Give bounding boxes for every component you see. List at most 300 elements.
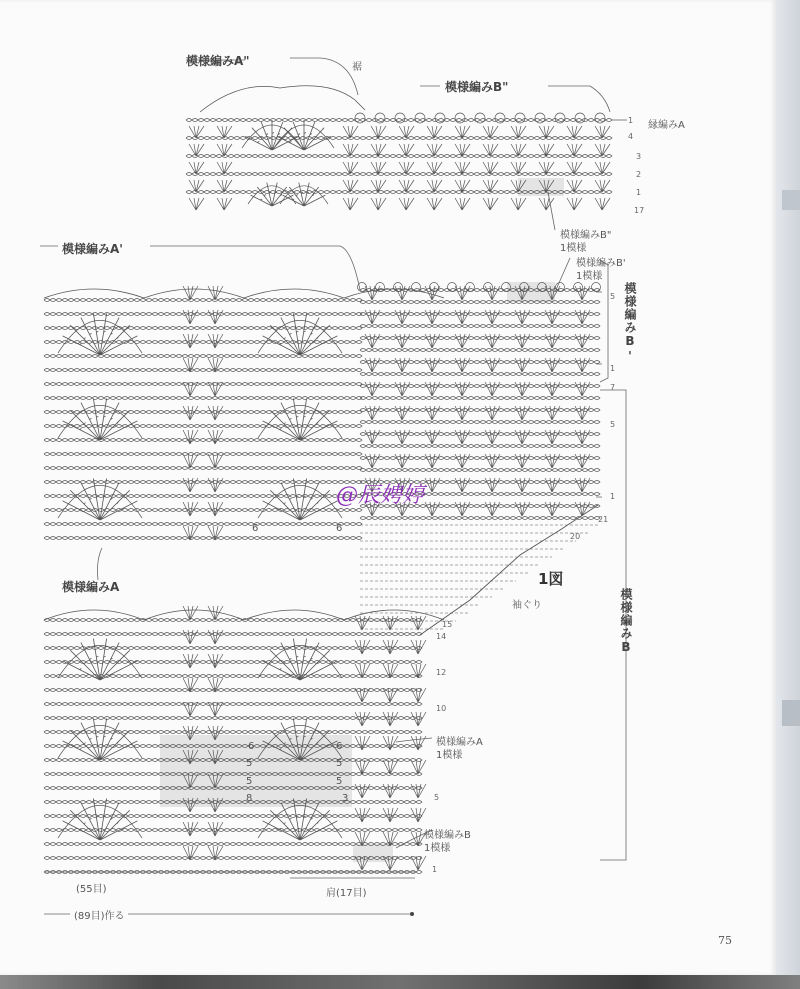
a1-v-stitch	[208, 526, 223, 540]
b1-chain-row	[360, 349, 600, 352]
top-v-stitch	[539, 162, 554, 174]
a1-chain-row	[44, 355, 362, 358]
a-v-stitch	[183, 702, 198, 716]
b1-v-stitch	[395, 406, 410, 420]
row-number: 1	[610, 492, 616, 501]
b1-v-stitch	[365, 454, 380, 468]
top-v-stitch	[567, 180, 582, 192]
leader-line	[548, 86, 610, 112]
picot	[355, 113, 365, 123]
a1-v-stitch	[208, 454, 223, 468]
a-v-stitch	[208, 774, 223, 788]
row-number: 5	[434, 793, 440, 802]
top-v-stitch	[371, 180, 386, 192]
row-number: 2	[636, 170, 642, 179]
a-v-stitch	[411, 616, 426, 630]
a-shell	[263, 799, 338, 841]
b1-v-stitch	[575, 310, 590, 324]
picot	[376, 283, 385, 292]
top-chain-row	[186, 155, 612, 158]
b1-v-stitch	[515, 334, 530, 348]
b1-v-stitch	[515, 286, 530, 300]
a-v-stitch	[411, 808, 426, 822]
b1-v-stitch	[545, 430, 560, 444]
watermark: @辰娉婷	[336, 483, 425, 508]
picot	[595, 113, 605, 123]
top-v-stitch	[399, 162, 414, 174]
row-number: 1	[432, 865, 438, 874]
top-v-stitch	[539, 198, 554, 210]
a1-v-stitch	[208, 430, 223, 444]
b1-v-stitch	[545, 310, 560, 324]
top-v-stitch	[455, 144, 470, 156]
a1-chain-row	[44, 509, 362, 512]
b1-v-stitch	[425, 502, 440, 516]
row-number: 6	[248, 741, 255, 752]
b1-v-stitch	[455, 310, 470, 324]
a1-v-stitch	[183, 382, 198, 396]
a-v-stitch	[383, 736, 398, 750]
top-v-stitch	[483, 144, 498, 156]
a-v-stitch	[383, 616, 398, 630]
a1-shell	[263, 399, 338, 441]
top-v-stitch	[343, 198, 358, 210]
a1-edge-scallop	[244, 289, 344, 298]
a1-v-stitch	[208, 310, 223, 324]
label-pattern-b1-repeat-unit: 1模様	[576, 271, 603, 282]
b1-chain-row	[360, 433, 600, 436]
row-number: 6	[336, 523, 343, 534]
picot	[475, 113, 485, 123]
top-v-stitch	[567, 198, 582, 210]
a-v-stitch	[208, 846, 223, 860]
label-pattern-b-repeat: 模様編みB	[424, 830, 471, 841]
b1-v-stitch	[425, 478, 440, 492]
a-v-stitch	[208, 750, 223, 764]
b1-v-stitch	[575, 502, 590, 516]
b1-v-stitch	[395, 430, 410, 444]
shell-arc	[248, 186, 296, 204]
top-chain-row	[186, 173, 612, 176]
label-pattern-a-repeat-unit: 1模様	[436, 750, 463, 761]
b1-chain-row	[360, 421, 600, 424]
a1-chain-row	[44, 453, 362, 456]
leader-line	[150, 246, 360, 290]
b1-chain-row	[360, 361, 600, 364]
a-v-stitch	[411, 736, 426, 750]
a1-chain-row	[44, 383, 362, 386]
a-v-stitch	[183, 606, 198, 620]
a-v-stitch	[383, 760, 398, 774]
row-number: 5	[336, 758, 343, 769]
b1-v-stitch	[455, 502, 470, 516]
label-pattern-b-repeat-unit: 1模様	[424, 843, 451, 854]
top-v-stitch	[567, 126, 582, 138]
top-v-stitch	[371, 198, 386, 210]
b1-v-stitch	[395, 454, 410, 468]
b1-v-stitch	[485, 406, 500, 420]
b1-v-stitch	[575, 406, 590, 420]
a1-shell	[63, 399, 138, 441]
picot	[394, 283, 403, 292]
b1-chain-row	[360, 325, 600, 328]
top-v-stitch	[189, 180, 204, 192]
b1-chain-row	[360, 385, 600, 388]
label-pattern-b1-vertical: 模様編みB'	[623, 282, 637, 364]
picot	[574, 283, 583, 292]
label-pattern-b1-repeat: 模様編みB'	[576, 258, 626, 269]
a-v-stitch	[411, 688, 426, 702]
label-hem: 裾	[352, 62, 362, 73]
b1-chain-row	[360, 313, 600, 316]
a-v-stitch	[355, 784, 370, 798]
row-number: 5	[610, 420, 616, 429]
row-number: 5	[336, 776, 343, 787]
a-shell	[63, 799, 138, 841]
b1-v-stitch	[485, 478, 500, 492]
a1-chain-row	[44, 369, 362, 372]
a-v-stitch	[383, 688, 398, 702]
a-chain-row	[44, 661, 422, 664]
top-v-stitch	[427, 198, 442, 210]
b1-chain-row	[360, 457, 600, 460]
a1-shell	[263, 314, 338, 356]
row-number: 1	[610, 364, 616, 373]
b1-v-stitch	[365, 334, 380, 348]
b1-v-stitch	[545, 334, 560, 348]
row-number: 10	[436, 704, 447, 713]
b1-v-stitch	[455, 286, 470, 300]
b1-v-stitch	[365, 382, 380, 396]
b1-v-stitch	[485, 502, 500, 516]
top-v-stitch	[217, 198, 232, 210]
row-number: 8	[246, 793, 253, 804]
b1-v-stitch	[425, 382, 440, 396]
b1-v-stitch	[395, 358, 410, 372]
top-v-stitch	[399, 144, 414, 156]
top-v-stitch	[511, 198, 526, 210]
b1-v-stitch	[425, 454, 440, 468]
b1-v-stitch	[575, 478, 590, 492]
a-shell	[63, 719, 138, 761]
a-edge-scallop	[144, 610, 244, 620]
top-v-stitch	[483, 162, 498, 174]
row-number: 3	[342, 793, 349, 804]
b1-chain-row	[360, 301, 600, 304]
top-edge-scallop	[200, 86, 365, 112]
a1-v-stitch	[208, 358, 223, 372]
label-pattern-b2-repeat-unit: 1模様	[560, 243, 587, 254]
top-v-stitch	[371, 162, 386, 174]
b1-v-stitch	[545, 478, 560, 492]
b1-v-stitch	[575, 358, 590, 372]
b1-chain-row	[360, 517, 600, 520]
picot	[592, 283, 601, 292]
top-v-stitch	[483, 180, 498, 192]
a1-v-stitch	[208, 478, 223, 492]
a-v-stitch	[355, 736, 370, 750]
b1-v-stitch	[395, 382, 410, 396]
a1-chain-row	[44, 397, 362, 400]
top-v-stitch	[539, 126, 554, 138]
a-shell	[63, 639, 138, 681]
leader-line	[555, 258, 570, 292]
b1-v-stitch	[515, 454, 530, 468]
a1-v-stitch	[208, 286, 223, 300]
b1-v-stitch	[515, 502, 530, 516]
a-chain-row	[44, 801, 422, 804]
top-v-stitch	[567, 162, 582, 174]
a-v-stitch	[208, 630, 223, 644]
a-v-stitch	[183, 846, 198, 860]
b1-v-stitch	[545, 406, 560, 420]
shell-arc	[280, 186, 328, 204]
row-number: 15	[442, 620, 453, 629]
page-number: 75	[718, 934, 732, 947]
a-v-stitch	[383, 856, 398, 870]
a-v-stitch	[383, 664, 398, 678]
top-v-stitch	[371, 126, 386, 138]
b1-v-stitch	[545, 382, 560, 396]
a1-chain-row	[44, 439, 362, 442]
row-number: 12	[436, 668, 447, 677]
b1-v-stitch	[455, 334, 470, 348]
top-v-stitch	[399, 126, 414, 138]
b1-chain-row	[360, 445, 600, 448]
b1-chain-row	[360, 337, 600, 340]
label-pattern-b2-repeat: 模様編みB"	[560, 230, 612, 241]
leader-line	[98, 548, 103, 580]
b1-v-stitch	[515, 406, 530, 420]
top-v-stitch	[189, 126, 204, 138]
a-shell	[263, 719, 338, 761]
b1-v-stitch	[515, 310, 530, 324]
b1-v-stitch	[485, 454, 500, 468]
b1-v-stitch	[575, 382, 590, 396]
a-chain-row	[44, 731, 422, 734]
row-number: 17	[634, 206, 645, 215]
a-v-stitch	[411, 784, 426, 798]
a1-chain-row	[44, 467, 362, 470]
a-chain-row	[44, 633, 422, 636]
b1-v-stitch	[545, 502, 560, 516]
a-v-stitch	[183, 678, 198, 692]
top-v-stitch	[483, 198, 498, 210]
b1-v-stitch	[455, 430, 470, 444]
a1-chain-row	[44, 299, 362, 302]
label-pattern-a2: 模様編みA"	[186, 54, 250, 68]
leader-line	[290, 58, 358, 95]
b1-v-stitch	[455, 478, 470, 492]
b1-v-stitch	[425, 406, 440, 420]
b1-v-stitch	[515, 430, 530, 444]
row-number: 21	[598, 515, 609, 524]
top-v-stitch	[567, 144, 582, 156]
armhole-rows	[360, 525, 600, 629]
b1-v-stitch	[485, 382, 500, 396]
a-v-stitch	[383, 784, 398, 798]
a-chain-row	[44, 773, 422, 776]
a1-chain-row	[44, 313, 362, 316]
row-number: 5	[610, 292, 616, 301]
top-chain-row	[186, 119, 612, 122]
a1-v-stitch	[183, 286, 198, 300]
a-v-stitch	[383, 832, 398, 846]
a1-v-stitch	[183, 526, 198, 540]
b1-v-stitch	[575, 454, 590, 468]
b1-v-stitch	[425, 334, 440, 348]
a1-chain-row	[44, 495, 362, 498]
picot	[502, 283, 511, 292]
top-v-stitch	[189, 162, 204, 174]
a-chain-row	[44, 843, 422, 846]
label-cast-on: (89目)作る	[74, 911, 125, 922]
a1-shell	[263, 479, 338, 521]
a-chain-row	[44, 717, 422, 720]
a-v-stitch	[411, 856, 426, 870]
a1-edge-scallop	[44, 289, 144, 298]
b1-v-stitch	[545, 454, 560, 468]
top-v-stitch	[455, 126, 470, 138]
top-v-stitch	[455, 180, 470, 192]
figure-number: 1図	[538, 570, 564, 588]
a1-chain-row	[44, 523, 362, 526]
b1-v-stitch	[485, 358, 500, 372]
b1-v-stitch	[455, 358, 470, 372]
row-number: 4	[628, 132, 634, 141]
row-number: 7	[610, 383, 616, 392]
a-v-stitch	[355, 760, 370, 774]
a-chain-row	[44, 787, 422, 790]
row-number: 3	[636, 152, 642, 161]
label-armhole: 袖ぐり	[512, 600, 542, 611]
picot	[412, 283, 421, 292]
label-edge-a: 縁編みA	[648, 120, 685, 131]
a1-chain-row	[44, 481, 362, 484]
label-pattern-a1: 模様編みA'	[62, 242, 123, 256]
a-chain-row	[44, 745, 422, 748]
b1-v-stitch	[395, 310, 410, 324]
row-number: 6	[336, 741, 343, 752]
top-v-stitch	[399, 198, 414, 210]
b1-chain-row	[360, 469, 600, 472]
top-v-stitch	[189, 198, 204, 210]
label-pattern-b-vertical: 模様編みB	[619, 588, 633, 655]
top-v-stitch	[399, 180, 414, 192]
top-v-stitch	[455, 198, 470, 210]
top-v-stitch	[189, 144, 204, 156]
picot	[466, 283, 475, 292]
b1-v-stitch	[365, 286, 380, 300]
a1-v-stitch	[183, 454, 198, 468]
a-shell	[263, 639, 338, 681]
a-chain-row	[44, 703, 422, 706]
a1-shell	[63, 479, 138, 521]
a-v-stitch	[208, 702, 223, 716]
row-number: 1	[636, 188, 642, 197]
picot	[415, 113, 425, 123]
b1-v-stitch	[545, 286, 560, 300]
row-number: 1	[628, 116, 634, 125]
b1-v-stitch	[365, 430, 380, 444]
b1-chain-row	[360, 409, 600, 412]
b1-v-stitch	[515, 478, 530, 492]
row-number: 20	[570, 532, 581, 541]
top-v-stitch	[595, 198, 610, 210]
b1-v-stitch	[425, 310, 440, 324]
armhole-edge	[420, 505, 598, 635]
cast-on-end-dot	[410, 912, 414, 916]
a-chain-row	[44, 829, 422, 832]
b1-chain-row	[360, 373, 600, 376]
a-v-stitch	[411, 640, 426, 654]
row-number: 5	[246, 776, 253, 787]
a1-chain-row	[44, 537, 362, 540]
row-number: 14	[436, 632, 447, 641]
leader-line	[548, 192, 555, 230]
a-v-stitch	[183, 750, 198, 764]
label-pattern-b2: 模様編みB"	[445, 80, 509, 94]
a-chain-row	[44, 857, 422, 860]
b1-v-stitch	[365, 310, 380, 324]
b1-v-stitch	[575, 430, 590, 444]
b1-v-stitch	[485, 430, 500, 444]
b1-v-stitch	[455, 382, 470, 396]
a-v-stitch	[355, 616, 370, 630]
b1-v-stitch	[455, 454, 470, 468]
a1-v-stitch	[183, 358, 198, 372]
a-v-stitch	[183, 798, 198, 812]
b1-chain-row	[360, 397, 600, 400]
a1-v-stitch	[208, 382, 223, 396]
a-v-stitch	[183, 774, 198, 788]
a1-v-stitch	[183, 430, 198, 444]
a1-shell	[63, 314, 138, 356]
top-v-stitch	[539, 180, 554, 192]
b1-v-stitch	[515, 358, 530, 372]
a-v-stitch	[208, 678, 223, 692]
a-v-stitch	[411, 712, 426, 726]
a1-v-stitch	[183, 310, 198, 324]
a-v-stitch	[183, 630, 198, 644]
picot	[535, 113, 545, 123]
a-chain-row	[44, 689, 422, 692]
a1-v-stitch	[183, 478, 198, 492]
b1-v-stitch	[365, 358, 380, 372]
b1-v-stitch	[395, 334, 410, 348]
label-shoulder: 肩(17目)	[326, 888, 367, 899]
b1-v-stitch	[455, 406, 470, 420]
b1-v-stitch	[515, 382, 530, 396]
top-v-stitch	[455, 162, 470, 174]
b1-v-stitch	[485, 310, 500, 324]
a-v-stitch	[411, 664, 426, 678]
top-v-stitch	[539, 144, 554, 156]
top-v-stitch	[371, 144, 386, 156]
row-number: 5	[246, 758, 253, 769]
b1-v-stitch	[545, 358, 560, 372]
top-v-stitch	[483, 126, 498, 138]
b1-v-stitch	[575, 334, 590, 348]
b1-v-stitch	[425, 358, 440, 372]
b1-v-stitch	[485, 334, 500, 348]
b1-v-stitch	[365, 406, 380, 420]
label-pattern-a-repeat: 模様編みA	[436, 737, 483, 748]
row-tick	[596, 292, 602, 497]
a-v-stitch	[411, 760, 426, 774]
label-stitch-count-55: (55目)	[76, 884, 107, 895]
picot	[484, 283, 493, 292]
